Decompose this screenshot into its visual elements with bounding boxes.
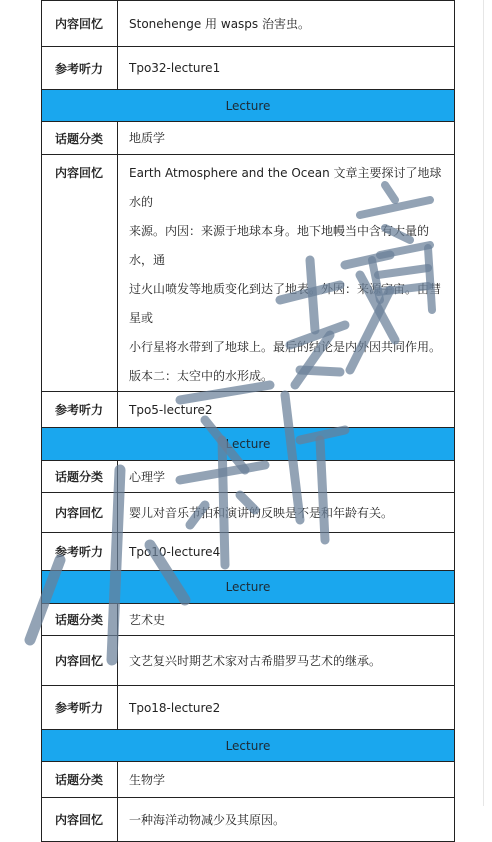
paragraph-line: 来源。内因：来源于地球本身。地下地幔当中含有大量的水，通 <box>129 224 430 267</box>
row-label: 内容回忆 <box>42 798 118 842</box>
row-value: 婴儿对音乐节拍和演讲的反映是不是和年龄有关。 <box>118 493 455 533</box>
table-row <box>42 798 455 842</box>
listening-table <box>41 0 455 842</box>
row-value: Tpo5-lecture2 <box>118 392 455 428</box>
table-row <box>42 762 455 798</box>
row-label: 话题分类 <box>42 762 118 798</box>
row-label: 内容回忆 <box>42 155 118 392</box>
table-row <box>42 1 455 47</box>
row-label: 话题分类 <box>42 461 118 493</box>
paragraph-line: 过火山喷发等地质变化到达了地表。外因：来源宇宙。由彗星或 <box>129 282 442 325</box>
lecture-header: Lecture <box>42 571 455 604</box>
row-value: Stonehenge 用 wasps 治害虫。 <box>118 1 455 47</box>
table-row <box>42 122 455 155</box>
lecture-header-row <box>42 90 455 122</box>
row-value: Tpo18-lecture2 <box>118 686 455 730</box>
row-value: 地质学 <box>118 122 455 155</box>
table-row <box>42 686 455 730</box>
row-label: 参考听力 <box>42 686 118 730</box>
paragraph-line: 版本二：太空中的水形成。 <box>129 369 274 383</box>
lecture-header-row <box>42 428 455 461</box>
table-row <box>42 604 455 636</box>
row-label: 参考听力 <box>42 47 118 90</box>
lecture-header: Lecture <box>42 90 455 122</box>
row-label: 参考听力 <box>42 533 118 571</box>
row-value: 文艺复兴时期艺术家对古希腊罗马艺术的继承。 <box>118 636 455 686</box>
row-label: 话题分类 <box>42 122 118 155</box>
row-label: 参考听力 <box>42 392 118 428</box>
table-row <box>42 533 455 571</box>
row-label: 内容回忆 <box>42 493 118 533</box>
table-row <box>42 636 455 686</box>
lecture-header-row <box>42 571 455 604</box>
row-value: 艺术史 <box>118 604 455 636</box>
lecture-header-row <box>42 730 455 762</box>
row-value: Tpo10-lecture4 <box>118 533 455 571</box>
table-row <box>42 392 455 428</box>
row-value: Tpo32-lecture1 <box>118 47 455 90</box>
lecture-header: Lecture <box>42 730 455 762</box>
row-label: 话题分类 <box>42 604 118 636</box>
row-value-multiline <box>118 155 455 392</box>
table-row <box>42 155 455 392</box>
table-row <box>42 461 455 493</box>
row-value: 一种海洋动物减少及其原因。 <box>118 798 455 842</box>
lecture-header: Lecture <box>42 428 455 461</box>
table-row <box>42 47 455 90</box>
row-label: 内容回忆 <box>42 636 118 686</box>
document-page <box>41 0 455 827</box>
row-value: 生物学 <box>118 762 455 798</box>
table-row <box>42 493 455 533</box>
paragraph-line: Earth Atmosphere and the Ocean 文章主要探讨了地球水的 <box>129 166 442 209</box>
row-value: 心理学 <box>118 461 455 493</box>
row-label: 内容回忆 <box>42 1 118 47</box>
page-edge-shadow <box>483 0 484 806</box>
paragraph-line: 小行星将水带到了地球上。最后的结论是内外因共同作用。 <box>129 340 442 354</box>
